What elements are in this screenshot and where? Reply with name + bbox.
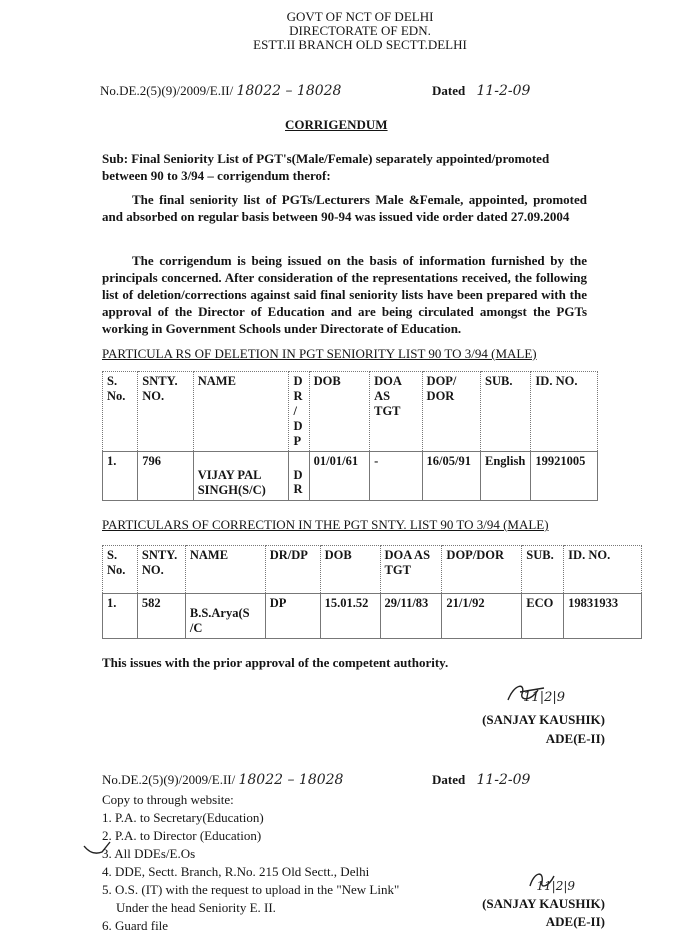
reference-handwritten-number: 18022 – 18028 [236,83,342,99]
cell-doa: 29/11/83 [380,594,442,639]
copy-item: 4. DDE, Sectt. Branch, R.No. 215 Old Sectt., Delhi [102,864,370,879]
signature-initials: 11|2|9 [455,680,605,708]
cell-snty: 796 [138,452,193,501]
col-doa: DOA AS TGT [380,546,442,594]
table-row [103,594,642,639]
subject-text: Final Seniority List of PGT's(Male/Female) separately appointed/promoted between 90 to 3/94 – corrigendum therof: [102,151,550,183]
correction-header-row [103,546,642,594]
reference-date [432,83,530,99]
cell-dop: 21/1/92 [442,594,522,639]
copy-item: 1. P.A. to Secretary(Education) [102,810,264,825]
subject-label: Sub: [102,151,129,166]
col-sno: S. No. [103,546,138,594]
reference-number: No.DE.2(5)(9)/2009/E.II/ [100,83,234,98]
col-name: NAME [185,546,265,594]
col-doa: DOA AS TGT [370,372,422,452]
copy-item: 3. All DDEs/E.Os [102,846,196,861]
dated-label: Dated [432,83,466,98]
cell-sno: 1. [103,452,138,501]
dated-handwritten: 11-2-09 [476,83,531,99]
copy-reference-handwritten-number: 18022 – 18028 [238,772,344,788]
header-line-govt: GOVT OF NCT OF DELHI [286,9,434,24]
cell-dr-dp: DP [265,594,320,639]
col-id: ID. NO. [564,546,642,594]
deletion-heading: PARTICULA RS OF DELETION IN PGT SENIORITY LIST 90 TO 3/94 (MALE) [102,346,537,361]
col-dob: DOB [309,372,369,452]
cell-name: VIJAY PAL SINGH(S/C) [193,452,289,501]
paragraph-1: The final seniority list of PGTs/Lecturers Male &Female, appointed, promoted and absorbed on regular basis between 90-94 was issued vide order dated 27.09.2004 [102,192,587,224]
signatory-name: (SANJAY KAUSHIK) [482,896,605,911]
col-snty: SNTY. NO. [137,546,185,594]
subject [102,150,587,184]
cell-id: 19921005 [531,452,598,501]
tick-mark-icon [82,840,112,858]
col-sno: S. No. [103,372,138,452]
header-line-directorate: DIRECTORATE OF EDN. [289,23,431,38]
correction-heading: PARTICULARS OF CORRECTION IN THE PGT SNTY. LIST 90 TO 3/94 (MALE) [102,517,549,532]
reference-line [100,83,341,99]
copy-dated-handwritten: 11-2-09 [476,772,531,788]
cell-sub: ECO [522,594,564,639]
cell-sno: 1. [103,594,138,639]
table-row [103,452,598,501]
col-dob: DOB [320,546,380,594]
copy-dated-label: Dated [432,772,466,787]
copy-item: 2. P.A. to Director (Education) [102,828,262,843]
copy-intro: Copy to through website: [102,792,234,807]
copy-list [102,791,399,935]
col-snty: SNTY. NO. [138,372,193,452]
signature-block-2 [455,868,605,930]
signatory-name: (SANJAY KAUSHIK) [482,712,605,727]
signatory-designation: ADE(E-II) [545,914,605,929]
cell-doa: - [370,452,422,501]
copy-item: 6. Guard file [102,918,169,933]
signature-initials: 11|2|9 [455,868,605,894]
col-id: ID. NO. [531,372,598,452]
signatory-designation: ADE(E-II) [545,731,605,746]
col-sub: SUB. [522,546,564,594]
copy-item-continuation: Under the head Seniority E. II. [116,900,276,915]
approval-line: This issues with the prior approval of the competent authority. [102,655,449,670]
signature-block-1 [455,680,605,747]
correction-table [102,545,642,639]
header-line-branch: ESTT.II BRANCH OLD SECTT.DELHI [253,37,467,52]
cell-name: B.S.Arya(S /C [185,594,265,639]
copy-reference-line [102,772,343,788]
copy-item: 5. O.S. (IT) with the request to upload in the "New Link" [102,882,400,897]
cell-dop: 16/05/91 [422,452,480,501]
copy-reference-number: No.DE.2(5)(9)/2009/E.II/ [102,772,236,787]
deletion-header-row [103,372,598,452]
cell-sub: English [481,452,531,501]
cell-dob: 15.01.52 [320,594,380,639]
deletion-table [102,371,598,501]
page-title: CORRIGENDUM [285,117,388,132]
col-dr-dp: DR/DP [265,546,320,594]
col-name: NAME [193,372,289,452]
cell-id: 19831933 [564,594,642,639]
header [200,10,520,52]
paragraph-2: The corrigendum is being issued on the basis of information furnished by the principals concerned. After consideration of the representations received, the following list of deletion/corrections against said final seniority lists have been prepared with the approval of the Director of Education and are being circulated amongst the PGTs working in Government Schools under Directorate of Education. [102,253,587,336]
cell-snty: 582 [137,594,185,639]
col-dop: DOP/ DOR [422,372,480,452]
col-dr-dp: D R / D P [289,372,309,452]
cell-dr-dp: D R [289,452,309,501]
copy-reference-date [432,772,530,788]
col-sub: SUB. [481,372,531,452]
cell-dob: 01/01/61 [309,452,369,501]
col-dop: DOP/DOR [442,546,522,594]
